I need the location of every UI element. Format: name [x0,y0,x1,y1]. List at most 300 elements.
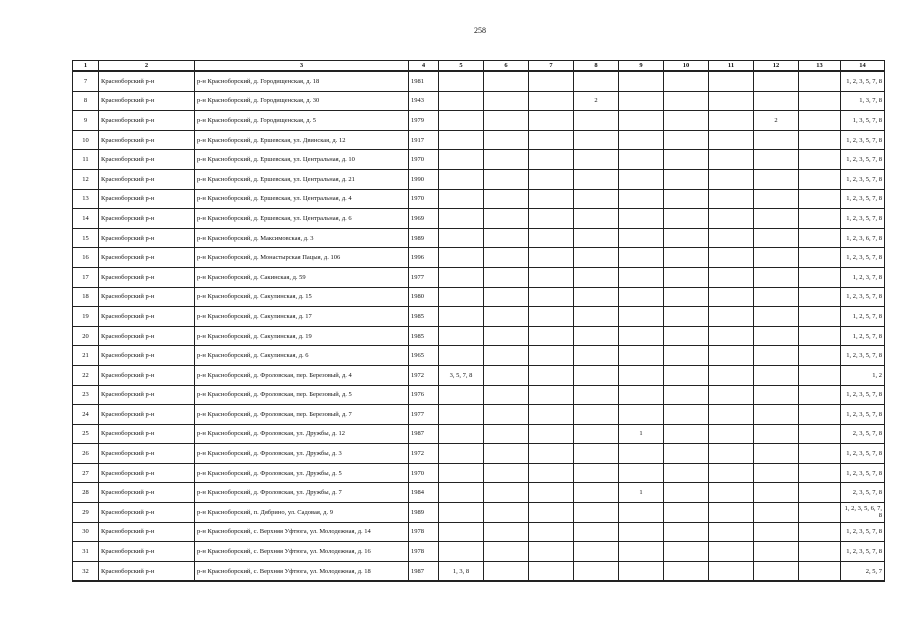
table-cell-col-8 [574,71,619,91]
table-cell-col-1: 7 [73,71,99,91]
table-cell-col-2: Красноборский р-н [99,189,195,209]
table-cell-col-13 [799,424,841,444]
table-cell-col-12 [754,248,799,268]
table-cell-col-7 [529,346,574,366]
column-header-12: 12 [754,61,799,72]
table-cell-col-1: 28 [73,483,99,503]
table-cell-col-4: 1978 [409,542,439,562]
table-cell-col-9 [619,561,664,581]
table-cell-col-5 [439,444,484,464]
table-cell-col-2: Красноборский р-н [99,385,195,405]
table-cell-col-9 [619,267,664,287]
table-cell-col-3: р-н Красноборский, д. Ершевская, ул. Центральная, д. 21 [195,169,409,189]
table-cell-col-9 [619,307,664,327]
table-cell-col-12 [754,91,799,111]
table-cell-col-5: 3, 5, 7, 8 [439,365,484,385]
table-cell-col-2: Красноборский р-н [99,561,195,581]
table-cell-col-13 [799,71,841,91]
table-cell-col-4: 1969 [409,209,439,229]
table-cell-col-12 [754,463,799,483]
table-cell-col-14: 2, 3, 5, 7, 8 [841,483,885,503]
table-cell-col-7 [529,444,574,464]
table-cell-col-2: Красноборский р-н [99,346,195,366]
column-header-3: 3 [195,61,409,72]
table-cell-col-8 [574,150,619,170]
table-cell-col-14: 1, 2 [841,365,885,385]
table-cell-col-7 [529,424,574,444]
table-cell-col-1: 25 [73,424,99,444]
table-cell-col-2: Красноборский р-н [99,130,195,150]
table-row [73,483,885,503]
table-cell-col-7 [529,287,574,307]
table-cell-col-4: 1984 [409,483,439,503]
table-cell-col-7 [529,385,574,405]
table-row [73,503,885,523]
table-cell-col-3: р-н Красноборский, д. Монастырская Пацыя, д. 106 [195,248,409,268]
table-cell-col-5 [439,307,484,327]
table-cell-col-1: 20 [73,326,99,346]
table-cell-col-4: 1985 [409,326,439,346]
table-row [73,130,885,150]
table-cell-col-4: 1943 [409,91,439,111]
table-cell-col-1: 15 [73,228,99,248]
table-cell-col-14: 1, 2, 3, 5, 7, 8 [841,463,885,483]
table-cell-col-11 [709,91,754,111]
table-row [73,91,885,111]
table-cell-col-5 [439,405,484,425]
table-cell-col-3: р-н Красноборский, д. Ершевская, ул. Центральная, д. 10 [195,150,409,170]
table-cell-col-10 [664,71,709,91]
table-cell-col-10 [664,307,709,327]
table-cell-col-2: Красноборский р-н [99,228,195,248]
table-row [73,522,885,542]
table-cell-col-14: 1, 2, 3, 5, 7, 8 [841,71,885,91]
table-cell-col-7 [529,209,574,229]
table-cell-col-1: 29 [73,503,99,523]
table-cell-col-13 [799,542,841,562]
table-cell-col-6 [484,111,529,131]
table-cell-col-8 [574,111,619,131]
table-cell-col-1: 11 [73,150,99,170]
table-cell-col-2: Красноборский р-н [99,424,195,444]
table-cell-col-11 [709,503,754,523]
table-cell-col-12 [754,405,799,425]
table-cell-col-8 [574,522,619,542]
table-cell-col-1: 8 [73,91,99,111]
table-cell-col-9 [619,91,664,111]
table-cell-col-12 [754,169,799,189]
table-cell-col-5 [439,71,484,91]
table-cell-col-1: 17 [73,267,99,287]
table-cell-col-6 [484,463,529,483]
table-cell-col-6 [484,542,529,562]
table-cell-col-10 [664,267,709,287]
register-table [72,60,885,582]
table-cell-col-4: 1972 [409,444,439,464]
table-cell-col-2: Красноборский р-н [99,444,195,464]
table-cell-col-9 [619,503,664,523]
table-row [73,365,885,385]
table-cell-col-14: 1, 2, 3, 5, 6, 7, 8 [841,503,885,523]
table-cell-col-7 [529,189,574,209]
table-cell-col-7 [529,483,574,503]
table-row [73,189,885,209]
column-header-10: 10 [664,61,709,72]
table-cell-col-11 [709,346,754,366]
table-cell-col-6 [484,189,529,209]
table-cell-col-1: 23 [73,385,99,405]
table-cell-col-2: Красноборский р-н [99,483,195,503]
table-cell-col-12 [754,444,799,464]
table-cell-col-9 [619,111,664,131]
column-header-4: 4 [409,61,439,72]
table-cell-col-9 [619,326,664,346]
table-cell-col-3: р-н Красноборский, д. Фроловская, ул. Дружбы, д. 3 [195,444,409,464]
table-cell-col-5 [439,91,484,111]
table-cell-col-5 [439,209,484,229]
table-cell-col-2: Красноборский р-н [99,522,195,542]
table-cell-col-3: р-н Красноборский, д. Сакулинская, д. 19 [195,326,409,346]
table-cell-col-5 [439,150,484,170]
table-cell-col-9 [619,150,664,170]
table-cell-col-10 [664,444,709,464]
table-cell-col-10 [664,365,709,385]
table-cell-col-13 [799,150,841,170]
table-cell-col-7 [529,228,574,248]
table-row [73,287,885,307]
table-cell-col-10 [664,385,709,405]
table-cell-col-6 [484,71,529,91]
table-cell-col-11 [709,209,754,229]
table-cell-col-3: р-н Красноборский, д. Ершевская, ул. Центральная, д. 6 [195,209,409,229]
table-cell-col-14: 1, 2, 3, 7, 8 [841,267,885,287]
table-cell-col-7 [529,150,574,170]
table-cell-col-6 [484,444,529,464]
table-cell-col-8 [574,463,619,483]
table-cell-col-2: Красноборский р-н [99,365,195,385]
table-cell-col-8 [574,209,619,229]
table-row [73,346,885,366]
table-cell-col-1: 12 [73,169,99,189]
table-cell-col-8 [574,561,619,581]
table-cell-col-6 [484,326,529,346]
table-row [73,169,885,189]
table-cell-col-7 [529,522,574,542]
table-cell-col-3: р-н Красноборский, д. Сакинская, д. 59 [195,267,409,287]
table-row [73,307,885,327]
table-cell-col-13 [799,248,841,268]
table-cell-col-13 [799,326,841,346]
table-cell-col-7 [529,267,574,287]
table-cell-col-10 [664,463,709,483]
header-row [73,61,885,72]
table-cell-col-4: 1965 [409,346,439,366]
table-cell-col-4: 1985 [409,307,439,327]
table-cell-col-3: р-н Красноборский, д. Фроловская, ул. Дружбы, д. 7 [195,483,409,503]
table-cell-col-6 [484,405,529,425]
table-cell-col-9 [619,189,664,209]
table-cell-col-10 [664,209,709,229]
table-cell-col-6 [484,385,529,405]
table-cell-col-10 [664,248,709,268]
table-cell-col-7 [529,91,574,111]
table-cell-col-11 [709,267,754,287]
table-cell-col-2: Красноборский р-н [99,307,195,327]
table-cell-col-12 [754,424,799,444]
table-cell-col-3: р-н Красноборский, с. Верхняя Уфтюга, ул. Молодежная, д. 16 [195,542,409,562]
column-header-2: 2 [99,61,195,72]
table-cell-col-7 [529,503,574,523]
table-cell-col-13 [799,209,841,229]
table-cell-col-10 [664,503,709,523]
table-cell-col-14: 1, 2, 3, 5, 7, 8 [841,169,885,189]
table-cell-col-6 [484,503,529,523]
table-cell-col-11 [709,542,754,562]
table-cell-col-4: 1977 [409,267,439,287]
table-cell-col-5 [439,248,484,268]
table-row [73,71,885,91]
table-cell-col-5 [439,326,484,346]
table-cell-col-5 [439,503,484,523]
table-cell-col-5 [439,346,484,366]
table-cell-col-4: 1987 [409,561,439,581]
table-cell-col-13 [799,385,841,405]
table-cell-col-12 [754,483,799,503]
table-cell-col-11 [709,248,754,268]
table-cell-col-12 [754,130,799,150]
table-cell-col-14: 1, 2, 3, 5, 7, 8 [841,385,885,405]
page-number: 258 [474,26,486,35]
table-cell-col-13 [799,307,841,327]
table-cell-col-12 [754,522,799,542]
table-cell-col-6 [484,150,529,170]
table-cell-col-4: 1989 [409,228,439,248]
table-row [73,111,885,131]
table-cell-col-2: Красноборский р-н [99,91,195,111]
table-cell-col-12 [754,228,799,248]
table-cell-col-11 [709,169,754,189]
table-cell-col-4: 1989 [409,503,439,523]
table-cell-col-14: 1, 2, 3, 6, 7, 8 [841,228,885,248]
table-cell-col-5 [439,463,484,483]
table-row [73,267,885,287]
table-cell-col-3: р-н Красноборский, д. Фроловская, ул. Дружбы, д. 5 [195,463,409,483]
table-cell-col-8 [574,503,619,523]
table-cell-col-9 [619,287,664,307]
table-cell-col-1: 16 [73,248,99,268]
table-cell-col-14: 1, 2, 3, 5, 7, 8 [841,444,885,464]
table-cell-col-3: р-н Красноборский, д. Городищенская, д. 5 [195,111,409,131]
table-cell-col-7 [529,169,574,189]
table-row [73,326,885,346]
column-header-9: 9 [619,61,664,72]
table-cell-col-4: 1972 [409,365,439,385]
table-cell-col-8 [574,189,619,209]
table-cell-col-11 [709,307,754,327]
table-cell-col-7 [529,307,574,327]
table-cell-col-12 [754,542,799,562]
table-cell-col-14: 1, 2, 3, 5, 7, 8 [841,522,885,542]
table-cell-col-8 [574,307,619,327]
table-cell-col-11 [709,365,754,385]
table-cell-col-12: 2 [754,111,799,131]
table-cell-col-10 [664,542,709,562]
table-cell-col-2: Красноборский р-н [99,267,195,287]
table-cell-col-12 [754,189,799,209]
table-cell-col-4: 1981 [409,71,439,91]
table-cell-col-10 [664,287,709,307]
table-row [73,150,885,170]
table-cell-col-4: 1979 [409,111,439,131]
table-cell-col-5 [439,130,484,150]
table-cell-col-11 [709,444,754,464]
table-cell-col-2: Красноборский р-н [99,287,195,307]
table-cell-col-6 [484,228,529,248]
table-cell-col-6 [484,267,529,287]
table-cell-col-12 [754,346,799,366]
table-cell-col-1: 30 [73,522,99,542]
table-cell-col-11 [709,228,754,248]
table-cell-col-14: 1, 2, 3, 5, 7, 8 [841,130,885,150]
table-cell-col-11 [709,130,754,150]
table-cell-col-12 [754,307,799,327]
table-row [73,424,885,444]
table-cell-col-13 [799,169,841,189]
table-cell-col-14: 1, 2, 3, 5, 7, 8 [841,346,885,366]
table-cell-col-10 [664,424,709,444]
table-cell-col-14: 1, 2, 3, 5, 7, 8 [841,150,885,170]
table-cell-col-11 [709,150,754,170]
table-cell-col-10 [664,326,709,346]
table-cell-col-3: р-н Красноборский, д. Городищенская, д. 30 [195,91,409,111]
table-cell-col-4: 1996 [409,248,439,268]
table-cell-col-5 [439,385,484,405]
table-cell-col-11 [709,71,754,91]
table-cell-col-3: р-н Красноборский, д. Фроловская, ул. Дружбы, д. 12 [195,424,409,444]
table-cell-col-14: 2, 3, 5, 7, 8 [841,424,885,444]
table-cell-col-2: Красноборский р-н [99,169,195,189]
table-cell-col-13 [799,522,841,542]
table-cell-col-10 [664,111,709,131]
table-cell-col-6 [484,169,529,189]
table-row [73,405,885,425]
table-cell-col-8 [574,287,619,307]
table-header [73,61,885,72]
table-cell-col-13 [799,91,841,111]
table-cell-col-11 [709,189,754,209]
table-cell-col-5: 1, 3, 8 [439,561,484,581]
table-cell-col-4: 1970 [409,189,439,209]
table-cell-col-13 [799,365,841,385]
table-cell-col-2: Красноборский р-н [99,71,195,91]
table-cell-col-12 [754,561,799,581]
table-cell-col-1: 31 [73,542,99,562]
table-cell-col-9 [619,209,664,229]
table-cell-col-11 [709,405,754,425]
table-cell-col-14: 1, 3, 7, 8 [841,91,885,111]
table-cell-col-10 [664,130,709,150]
table-cell-col-5 [439,287,484,307]
table-cell-col-10 [664,346,709,366]
table-cell-col-4: 1976 [409,385,439,405]
table-cell-col-2: Красноборский р-н [99,150,195,170]
table-cell-col-12 [754,503,799,523]
table-cell-col-3: р-н Красноборский, д. Сакулинская, д. 15 [195,287,409,307]
table-cell-col-4: 1987 [409,424,439,444]
table-row [73,444,885,464]
table-cell-col-12 [754,150,799,170]
table-cell-col-9 [619,346,664,366]
table-cell-col-9 [619,71,664,91]
table-cell-col-10 [664,483,709,503]
table-cell-col-7 [529,561,574,581]
table-cell-col-13 [799,189,841,209]
table-row [73,209,885,229]
table-cell-col-6 [484,287,529,307]
table-cell-col-6 [484,561,529,581]
table-cell-col-14: 1, 2, 5, 7, 8 [841,307,885,327]
table-cell-col-3: р-н Красноборский, д. Сакулинская, д. 6 [195,346,409,366]
table-cell-col-4: 1980 [409,287,439,307]
table-cell-col-14: 1, 2, 3, 5, 7, 8 [841,248,885,268]
table-row [73,463,885,483]
column-header-8: 8 [574,61,619,72]
table-cell-col-8 [574,365,619,385]
table-cell-col-9 [619,365,664,385]
table-cell-col-4: 1917 [409,130,439,150]
table-cell-col-2: Красноборский р-н [99,503,195,523]
table-cell-col-10 [664,91,709,111]
table-cell-col-13 [799,267,841,287]
table-cell-col-3: р-н Красноборский, д. Сакулинская, д. 17 [195,307,409,327]
table-cell-col-10 [664,522,709,542]
table-cell-col-5 [439,483,484,503]
table-cell-col-13 [799,503,841,523]
table-cell-col-2: Красноборский р-н [99,111,195,131]
table-cell-col-10 [664,169,709,189]
table-cell-col-7 [529,405,574,425]
table-cell-col-14: 1, 2, 3, 5, 7, 8 [841,405,885,425]
table-row [73,228,885,248]
table-cell-col-14: 1, 3, 5, 7, 8 [841,111,885,131]
table-cell-col-1: 19 [73,307,99,327]
table-cell-col-5 [439,169,484,189]
table-cell-col-8 [574,326,619,346]
table-cell-col-13 [799,483,841,503]
table-cell-col-9: 1 [619,483,664,503]
table-cell-col-4: 1970 [409,150,439,170]
table-cell-col-2: Красноборский р-н [99,248,195,268]
table-cell-col-10 [664,405,709,425]
table-cell-col-7 [529,326,574,346]
table-cell-col-3: р-н Красноборский, с. Верхняя Уфтюга, ул. Молодежная, д. 18 [195,561,409,581]
table-cell-col-12 [754,365,799,385]
table-cell-col-8 [574,248,619,268]
table-cell-col-3: р-н Красноборский, д. Фроловская, пер. Березовый, д. 5 [195,385,409,405]
table-cell-col-7 [529,248,574,268]
table-cell-col-3: р-н Красноборский, с. Верхняя Уфтюга, ул. Молодежная, д. 14 [195,522,409,542]
table-cell-col-7 [529,111,574,131]
table-cell-col-13 [799,561,841,581]
table-cell-col-8 [574,424,619,444]
table-cell-col-14: 1, 2, 3, 5, 7, 8 [841,542,885,562]
table-cell-col-5 [439,267,484,287]
table-cell-col-1: 13 [73,189,99,209]
table-cell-col-9 [619,248,664,268]
table-cell-col-4: 1990 [409,169,439,189]
table-cell-col-1: 14 [73,209,99,229]
column-header-1: 1 [73,61,99,72]
